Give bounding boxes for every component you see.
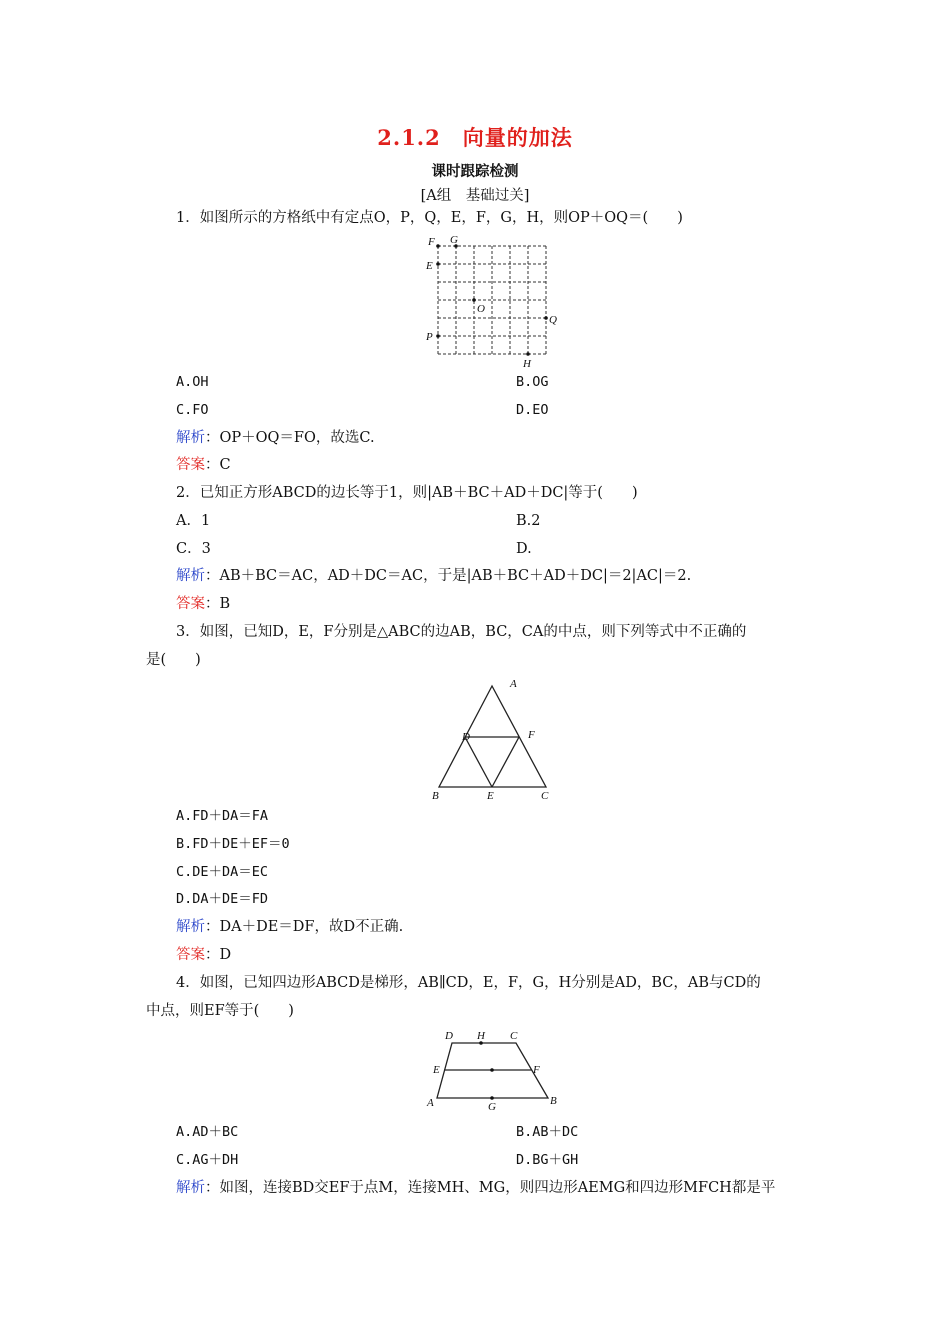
- label-E: E: [433, 1064, 440, 1076]
- q2-option-c: C．3: [176, 541, 211, 557]
- label-Q: Q: [549, 314, 557, 326]
- answer-text: ：B: [205, 596, 231, 612]
- analysis-label: 解析: [176, 430, 205, 446]
- answer-text: ：D: [205, 947, 232, 963]
- q4-option-d: D.BG＋GH: [516, 1152, 579, 1168]
- q3-stem-line1: 3．如图，已知D，E，F分别是△ABC的边AB，BC，CA的中点，则下列等式中不正确的: [176, 624, 747, 640]
- label-F: F: [533, 1064, 540, 1076]
- q3-option-c: C.DE＋DA＝EC: [176, 864, 269, 880]
- label-G: G: [450, 234, 458, 246]
- q3-option-d: D.DA＋DE＝FD: [176, 891, 269, 907]
- q1-stem: 1．如图所示的方格纸中有定点O，P，Q，E，F，G，H，则OP＋OQ＝( ): [176, 210, 683, 226]
- q4-stem-line2: 中点，则EF等于( ): [146, 1003, 294, 1019]
- label-A: A: [427, 1097, 434, 1109]
- q2-option-b: B.2: [516, 513, 541, 529]
- answer-label: 答案: [176, 457, 205, 473]
- q4-option-c: C.AG＋DH: [176, 1152, 239, 1168]
- analysis-text: ：OP＋OQ＝FO，故选C.: [205, 430, 375, 446]
- label-F: F: [528, 729, 535, 741]
- q3-analysis: [176, 917, 403, 937]
- label-H: H: [523, 358, 531, 370]
- analysis-text: ：DA＋DE＝DF，故D不正确.: [205, 919, 404, 935]
- q2-analysis: [176, 566, 691, 586]
- label-D: D: [462, 731, 470, 743]
- label-O: O: [477, 303, 485, 315]
- q1-option-c: C.FO: [176, 402, 209, 418]
- q1-analysis: [176, 428, 375, 448]
- q3-option-b: B.FD＋DE＋EF＝0: [176, 836, 290, 852]
- analysis-label: 解析: [176, 1180, 205, 1196]
- q2-stem: 2．已知正方形ABCD的边长等于1，则|AB＋BC＋AD＋DC|等于( ): [176, 485, 638, 501]
- q2-answer: [176, 594, 230, 614]
- group-label: [A组 基础过关]: [420, 188, 530, 204]
- q1-option-a: A.OH: [176, 374, 209, 390]
- q3-answer: [176, 945, 231, 965]
- analysis-label: 解析: [176, 919, 205, 935]
- label-B: B: [550, 1095, 557, 1107]
- q4-trapezoid-figure: [420, 1026, 570, 1116]
- q4-option-a: A.AD＋BC: [176, 1124, 239, 1140]
- q1-answer: [176, 455, 231, 475]
- q1-option-d: D.EO: [516, 402, 549, 418]
- label-D: D: [445, 1030, 453, 1042]
- q1-grid-figure: [420, 232, 570, 372]
- answer-label: 答案: [176, 947, 205, 963]
- label-E: E: [487, 790, 494, 802]
- answer-text: ：C: [205, 457, 231, 473]
- label-F: F: [428, 236, 435, 248]
- label-E: E: [426, 260, 433, 272]
- q4-stem-line1: 4．如图，已知四边形ABCD是梯形，AB∥CD，E，F，G，H分别是AD，BC，AB与CD的: [176, 975, 761, 991]
- answer-label: 答案: [176, 596, 205, 612]
- q4-analysis: [176, 1178, 775, 1198]
- label-C: C: [541, 790, 549, 802]
- page-title: 2.1.2 向量的加法: [377, 125, 573, 150]
- analysis-label: 解析: [176, 568, 205, 584]
- q4-option-b: B.AB＋DC: [516, 1124, 579, 1140]
- label-G: G: [488, 1101, 496, 1113]
- q3-triangle-figure: [422, 672, 562, 804]
- q2-option-a: A．1: [176, 513, 211, 529]
- label-P: P: [426, 331, 433, 343]
- label-A: A: [510, 678, 517, 690]
- subtitle: 课时跟踪检测: [431, 163, 519, 180]
- label-C: C: [510, 1030, 518, 1042]
- q3-stem-line2: 是( ): [146, 652, 201, 668]
- label-H: H: [477, 1030, 485, 1042]
- analysis-text: ：如图，连接BD交EF于点M，连接MH、MG，则四边形AEMG和四边形MFCH都是平: [205, 1180, 776, 1196]
- label-B: B: [432, 790, 439, 802]
- q2-option-d: D.: [516, 541, 532, 557]
- q3-option-a: A.FD＋DA＝FA: [176, 808, 269, 824]
- analysis-text: ：AB＋BC＝AC，AD＋DC＝AC，于是|AB＋BC＋AD＋DC|＝2|AC|＝2.: [205, 568, 692, 584]
- q1-option-b: B.OG: [516, 374, 549, 390]
